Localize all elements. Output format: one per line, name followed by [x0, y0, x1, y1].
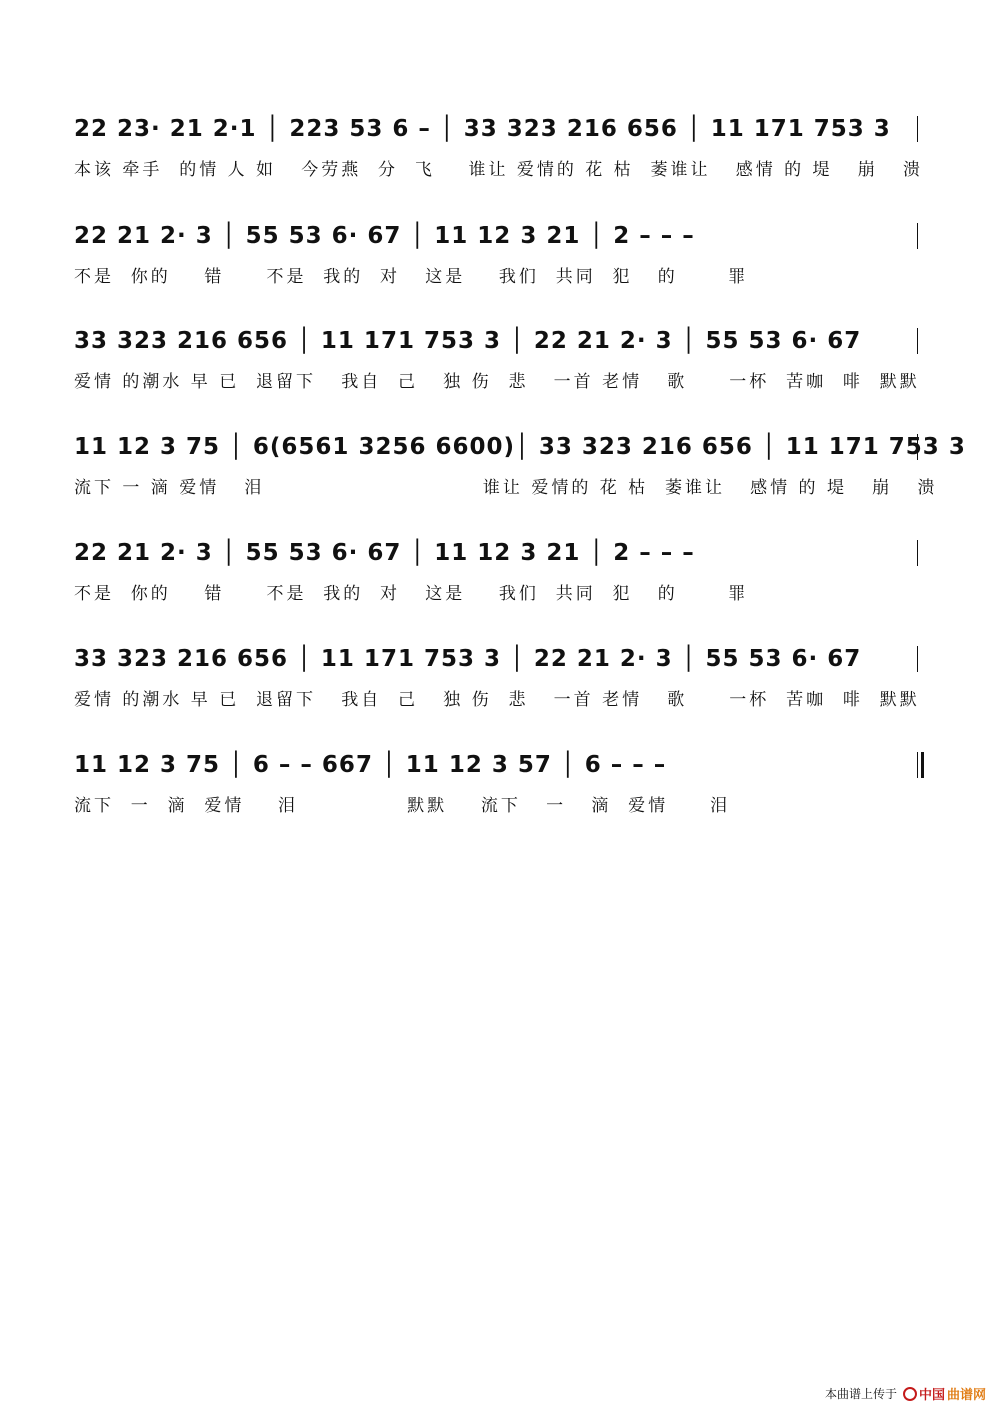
- score-system-2: [0, 219, 1000, 299]
- lyrics-line: 爱情 的潮水 早 已 退留下 我自 己 独 伤 悲 一首 老情 歌 一杯 苦咖 啡 默默: [74, 372, 920, 392]
- notation-line: 11 12 3 75 │ 6 – – 667 │ 11 12 3 57 │ 6 – – –: [74, 752, 667, 778]
- site-name-part-1: 中国: [918, 1388, 945, 1403]
- notation-line: 22 21 2· 3 │ 55 53 6· 67 │ 11 12 3 21 │ 2 – – –: [74, 223, 695, 249]
- lyrics-line: 流下 一 滴 爱情 泪 谁让 爱情的 花 枯 萎谁让 感情 的 堤 崩 溃: [74, 478, 938, 498]
- score-system-7: [0, 748, 1000, 828]
- barline: [917, 646, 921, 672]
- score-system-4: [0, 430, 1000, 510]
- barline: [917, 116, 921, 142]
- lyrics-line: 本该 牵手 的情 人 如 今劳燕 分 飞 谁让 爱情的 花 枯 萎谁让 感情 的 堤 崩 溃: [74, 160, 923, 180]
- barline: [917, 328, 921, 354]
- notation-line: 11 12 3 75 │ 6(6561 3256 6600)│ 33 323 216 656 │ 11 171 753 3: [74, 434, 966, 460]
- upload-footer: [825, 1384, 986, 1403]
- notation-line: 33 323 216 656 │ 11 171 753 3 │ 22 21 2· 3 │ 55 53 6· 67: [74, 328, 862, 354]
- lyrics-line: 不是 你的 错 不是 我的 对 这是 我们 共同 犯 的 罪: [74, 267, 749, 287]
- barline: [917, 434, 921, 460]
- score-system-5: [0, 536, 1000, 616]
- barline: [917, 540, 921, 566]
- notation-line: 22 23· 21 2·1 │ 223 53 6 – │ 33 323 216 656 │ 11 171 753 3: [74, 116, 891, 142]
- lyrics-line: 爱情 的潮水 早 已 退留下 我自 己 独 伤 悲 一首 老情 歌 一杯 苦咖 啡 默默: [74, 690, 920, 710]
- final-barline: [917, 752, 924, 778]
- notation-line: 33 323 216 656 │ 11 171 753 3 │ 22 21 2· 3 │ 55 53 6· 67: [74, 646, 862, 672]
- lyrics-line: 流下 一 滴 爱情 泪 默默 流下 一 滴 爱情 泪: [74, 796, 731, 816]
- upload-text: 本曲谱上传于: [824, 1387, 897, 1401]
- notation-line: 22 21 2· 3 │ 55 53 6· 67 │ 11 12 3 21 │ 2 – – –: [74, 540, 695, 566]
- score-system-6: [0, 642, 1000, 722]
- barline: [917, 223, 921, 249]
- lyrics-line: 不是 你的 错 不是 我的 对 这是 我们 共同 犯 的 罪: [74, 584, 749, 604]
- score-system-3: [0, 324, 1000, 404]
- site-logo-icon: [903, 1387, 917, 1401]
- site-name-part-2: 曲谱网: [946, 1388, 986, 1403]
- score-system-1: [0, 112, 1000, 192]
- site-logo[interactable]: [903, 1384, 986, 1403]
